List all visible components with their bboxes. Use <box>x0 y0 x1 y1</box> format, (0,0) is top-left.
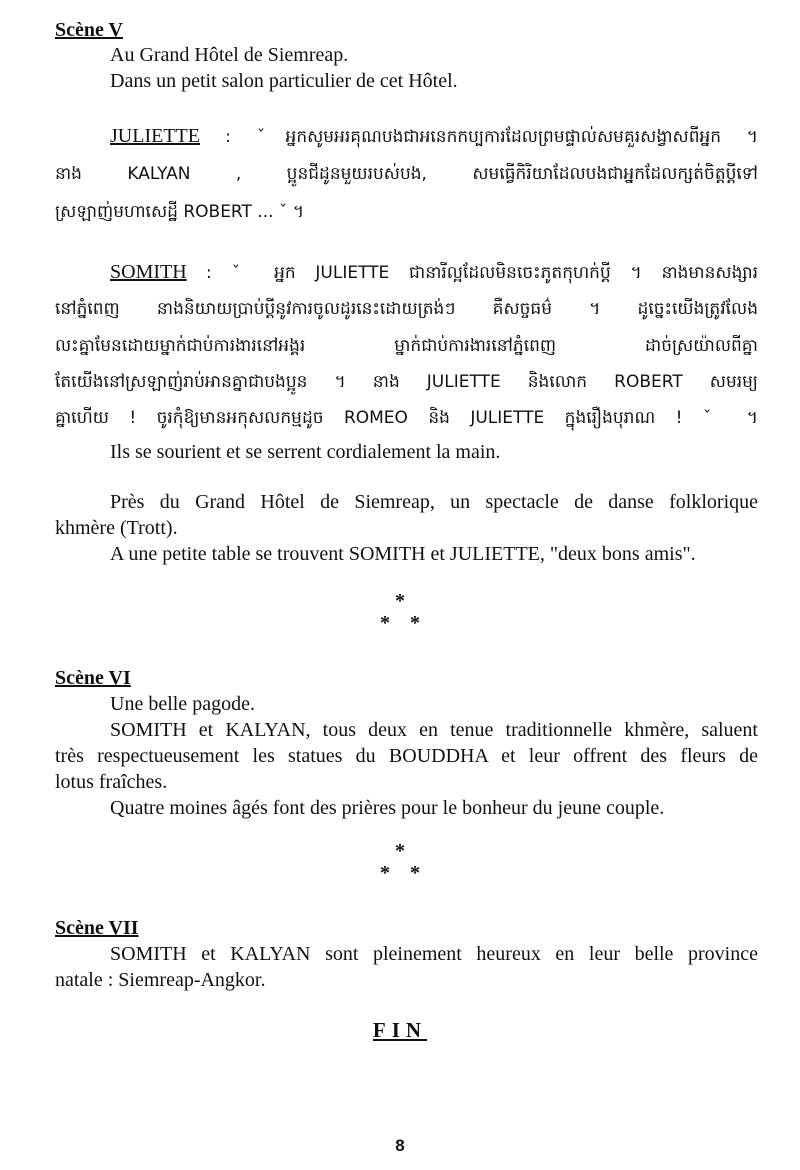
juliette-line-2: នាង KALYAN , ប្អូនជីដូនមួយរបស់បង, សមធ្វើកិរិយាដែលបងជាអ្នកដែលក្សត់ចិត្តប្ដីទៅ <box>55 164 758 184</box>
somith-line-3: លះគ្នាមែនដោយម្នាក់ជាប់ការងារនៅអង្គរ ម្នាក់ជាប់ការងារនៅភ្នំពេញ ដាច់ស្រយ៉ាលពីគ្នា <box>55 336 758 356</box>
dance-paragraph-line-1: Près du Grand Hôtel de Siemreap, un spectacle de danse folklorique <box>110 491 758 513</box>
stage-direction-handshake: Ils se sourient et se serrent cordialement la main. <box>110 441 501 463</box>
scene-5-setting: Dans un petit salon particulier de cet Hôtel. <box>110 70 458 92</box>
scene-5-heading: Scène V <box>55 19 123 41</box>
page-number: 8 <box>395 1136 405 1155</box>
scene-7-line-1: SOMITH et KALYAN sont pleinement heureux en leur belle province <box>110 943 758 965</box>
scene-7-heading: Scène VII <box>55 917 139 939</box>
scene-6-line-3: lotus fraîches. <box>55 771 168 793</box>
somith-line-5: គ្នាហើយ ! ចូរកុំឱ្យមានអកុសលកម្មដូច ROMEO និង JULIETTE ក្នុងរឿងបុរាណ ! ˇ ។ <box>55 408 758 428</box>
scene-5-location: Au Grand Hôtel de Siemreap. <box>110 44 349 66</box>
scene-6-heading: Scène VI <box>55 667 131 689</box>
juliette-speaker-label: JULIETTE <box>110 125 200 147</box>
separator-stars-bottom-2: * * <box>380 862 420 884</box>
somith-line-1: SOMITH : ˇ អ្នក JULIETTE ជានារីល្អដែលមិនចេះភូតកុហក់ប្ដី ។ នាងមានសង្សារ <box>110 261 758 283</box>
separator-star-top-2: * <box>395 840 405 862</box>
fin-title: FIN <box>372 1018 428 1042</box>
table-paragraph: A une petite table se trouvent SOMITH et JULIETTE, "deux bons amis". <box>110 543 696 565</box>
scene-6-line-2: très respectueusement les statues du BOUDDHA et leur offrent des fleurs de <box>55 745 758 767</box>
dance-paragraph-line-2: khmère (Trott). <box>55 517 178 539</box>
juliette-line-3: ស្រឡាញ់មហាសេដ្ឋី ROBERT ... ˇ ។ <box>55 202 305 222</box>
scene-7-line-2: natale : Siemreap-Angkor. <box>55 969 266 991</box>
somith-speaker-label: SOMITH <box>110 261 187 283</box>
scene-6-line-1: SOMITH et KALYAN, tous deux en tenue traditionnelle khmère, saluent <box>110 719 758 741</box>
juliette-line-1: JULIETTE : ˇអ្នកសូមអរគុណបងជាអនេកកប្បការដែលព្រមផ្ទាល់សមគួរសង្វាសពីអ្នក ។ <box>110 125 758 147</box>
somith-line-4: តែយើងនៅស្រឡាញ់រាប់អានគ្នាជាបងប្អូន ។ នាង JULIETTE និងលោក ROBERT សមរម្យ <box>55 372 758 392</box>
scene-6-line-4: Quatre moines âgés font des prières pour le bonheur du jeune couple. <box>110 797 665 819</box>
separator-star-top: * <box>395 590 405 612</box>
separator-stars-bottom: * * <box>380 612 420 634</box>
somith-line-2: នៅភ្នំពេញ នាងនិយាយប្រាប់ប្ដីនូវការចូលដូរនេះដោយត្រង់ៗ គឺសច្ចធម៌ ។ ដូច្នេះយើងត្រូវលែង <box>55 299 758 319</box>
scene-6-location: Une belle pagode. <box>110 693 255 715</box>
